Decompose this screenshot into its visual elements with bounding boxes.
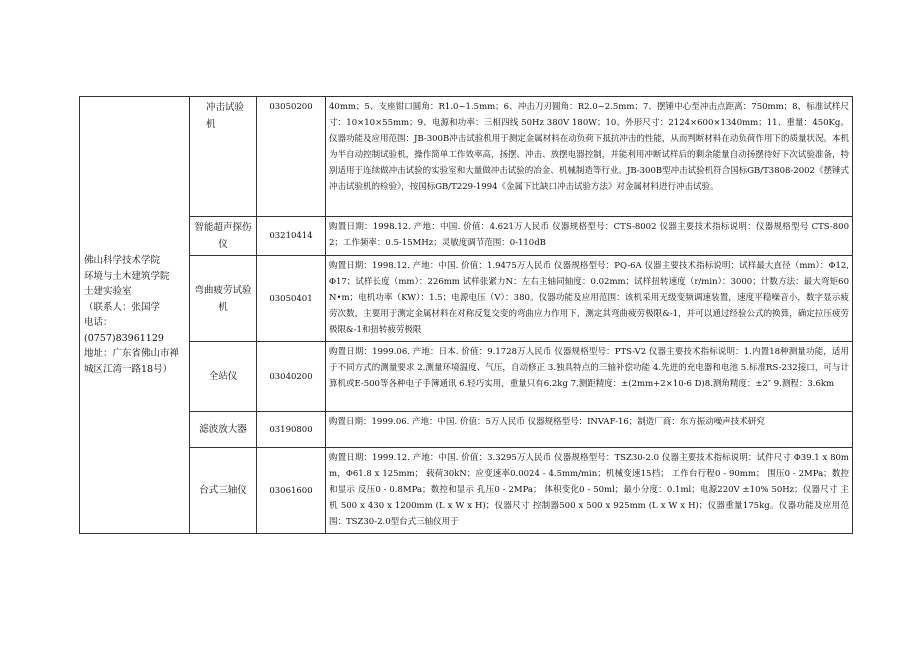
instrument-name: 冲击试验机 xyxy=(190,97,257,217)
org-line: （联系人：张国学 xyxy=(84,301,161,313)
instrument-description: 购置日期：1999.06. 产地：中国. 价值：5万人民币 仪器规格型号：INVAF-16；制造厂商：东方振动噪声技术研究 xyxy=(326,412,853,448)
table-row xyxy=(80,448,853,534)
table-row xyxy=(80,342,853,412)
instrument-description: 购置日期：1999.12. 产地：中国. 价值：3.3295万人民币 仪器规格型号：TSZ30-2.0 仪器主要技术指标说明：试件尺寸 Φ39.1 x 80mm，Φ61.8 x 125mm； 载荷30kN；应变速率0.0024 - 4.5mm/min；机械变速15档； 工作台行程0 - 90mm； 围压0 - 2MPa；数控和显示 反压0 - 0.8MPa；数控和显示 孔压0 - 2MPa； 体积变化0 - 50ml；最小分度：0.1ml；电源220V ±10% 50Hz；仪器尺寸 主机 500 x 430 x 1200mm (L x W x H)；仪器尺寸 控制器500 x 500 x 925mm (L x W x H)；仪器重量175kg。仪器功能及应用范围：TSZ30-2.0型台式三轴仪用于 xyxy=(326,448,853,534)
instrument-description: 购置日期：1999.06. 产地：日本. 价值：9.1728万人民币 仪器规格型号：PTS-V2 仪器主要技术指标说明：1.内置18种测量功能，适用于不同方式的测量要求 2.测量环境温度、气压，自动修正 3.独具特点的三轴补偿功能 4.先进的充电器和电池 5.标准RS-232接口，可与计算机或E-500等各种电子手簿通讯 6.轻巧实用，重量只有6.2kg 7.测距精度：±(2mm+2×10-6 D)8.测角精度：±2″ 9.测程：3.6km xyxy=(326,342,853,412)
org-line: 电话：(0757)83961129 xyxy=(84,317,164,344)
table-row xyxy=(80,97,853,217)
table-row xyxy=(80,412,853,448)
equipment-table xyxy=(79,96,853,534)
instrument-name: 弯曲疲劳试验机 xyxy=(190,256,257,342)
instrument-description: 购置日期：1998.12. 产地：中国. 价值：1.9475万人民币 仪器规格型号：PQ-6A 仪器主要技术指标说明：试样最大直径（mm）：Φ12,Φ17；试样长度（mm）：226mm 试样张紧力N：左右主轴同轴度：0.02mm；试样扭转速度（r/min）：3000；计数方法：最大弯矩60N•m；电机功率（KW）：1.5；电源电压（V）：380。仪器功能及应用范围：该机采用无级变频调速装置，速度平稳噪音小，数字显示疲劳次数，主要用于测定金属材料在对称反复交变的弯曲应力作用下，测定其弯曲疲劳极限&-1，并可以通过经验公式的换算，确定拉压疲劳极限&-1和扭转疲劳极限 xyxy=(326,256,853,342)
lab-contact-cell xyxy=(80,97,190,534)
instrument-code: 03210414 xyxy=(257,217,326,256)
org-line: 环境与土木建筑学院 xyxy=(84,270,170,282)
org-line: 佛山科学技术学院 xyxy=(84,255,161,266)
org-line: 城区江湾一路18号） xyxy=(84,363,173,375)
instrument-name: 滤波放大器 xyxy=(190,412,257,448)
instrument-code: 03050200 xyxy=(257,97,326,217)
instrument-code: 03040200 xyxy=(257,342,326,412)
instrument-description: 40mm；5、支座钳口圆角：R1.0~1.5mm；6、冲击刀刃圆角：R2.0~2.5mm；7、摆锤中心至冲击点距离：750mm；8、标准试样尺寸：10×10×55mm；9、电源和功率：三相四线 50Hz 380V 180W；10、外形尺寸：2124×600×1340mm；11、重量：450Kg。仪器功能及应用范围：JB-300B冲击试验机用于测定金属材料在动负荷下抵抗冲击的性能，从而判断材料在动负荷作用下的质量状况。本机为半自动控制试验机，操作简单工作效率高，扬摆、冲击、放摆电器控制，并能利用冲断试样后的剩余能量自动扬摆待好下次试验准备，特别适用于连续做冲击试验的实验室和大量做冲击试验的冶金、机械制造等行业。JB-300B型冲击试验机符合国标GB/T3808-2002《摆锤式冲击试验机的检验》，按国标GB/T229-1994《金属下比缺口冲击试验方法》对金属材料进行冲击试验。 xyxy=(326,97,853,217)
instrument-name: 智能超声探伤仪 xyxy=(190,217,257,256)
org-line: 地址：广东省佛山市禅 xyxy=(84,348,180,359)
org-line: 土建实验室 xyxy=(84,286,132,297)
instrument-description: 购置日期：1998.12. 产地：中国. 价值：4.621万人民币 仪器规格型号：CTS-8002 仪器主要技术指标说明：仪器规格型号 CTS-8002；工作频率：0.5-15MHz；灵敏度调节范围：0-110dB xyxy=(326,217,853,256)
instrument-name: 全站仪 xyxy=(190,342,257,412)
table-row xyxy=(80,256,853,342)
instrument-code: 03061600 xyxy=(257,448,326,534)
instrument-name: 台式三轴仪 xyxy=(190,448,257,534)
instrument-code: 03190800 xyxy=(257,412,326,448)
table-row xyxy=(80,217,853,256)
instrument-code: 03050401 xyxy=(257,256,326,342)
